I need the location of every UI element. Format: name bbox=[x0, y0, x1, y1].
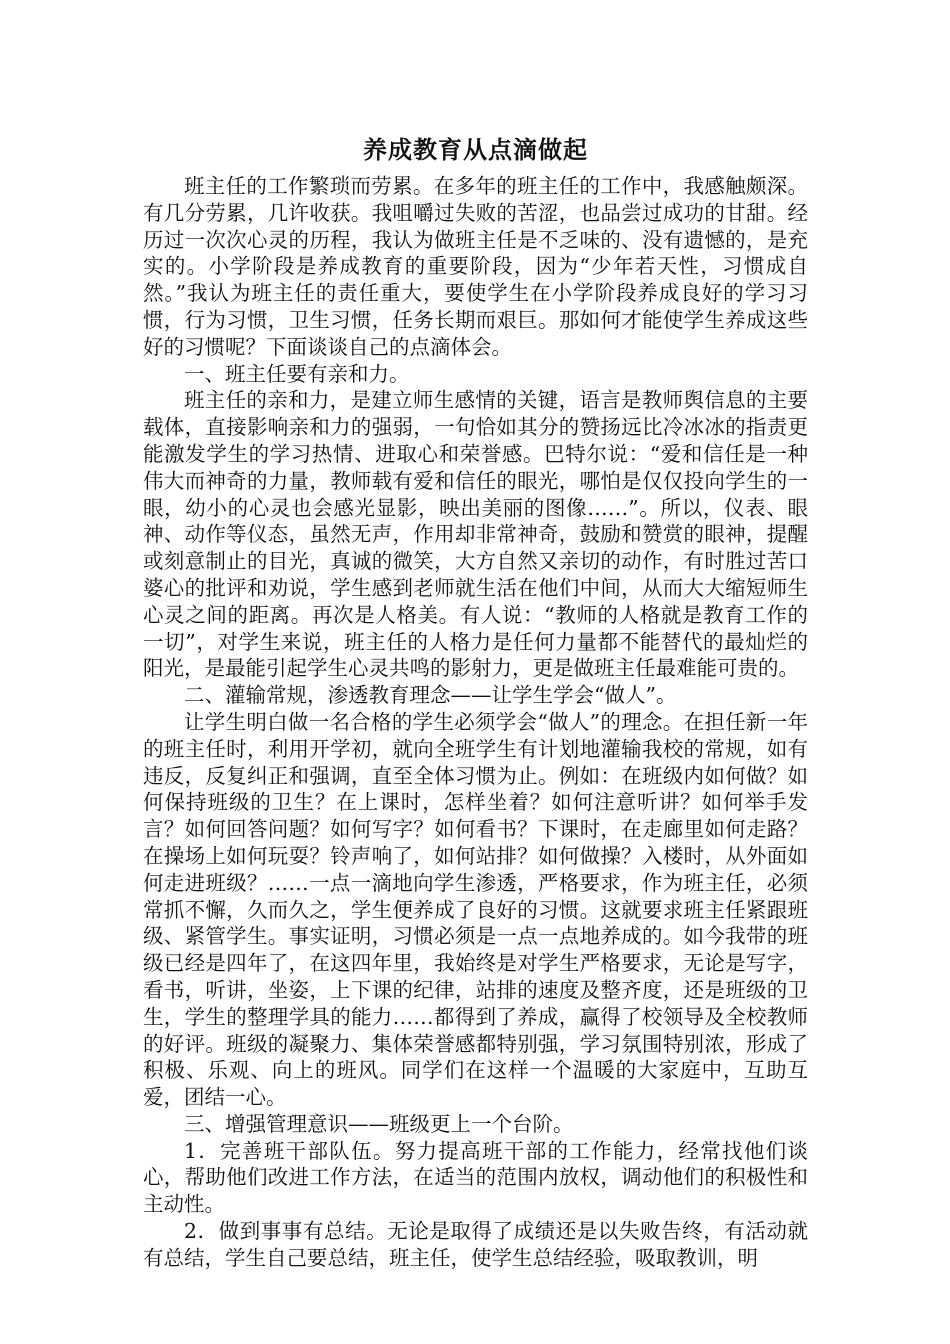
heading-section-1: 一、班主任要有亲和力。 bbox=[184, 361, 410, 386]
paragraph-intro: 班主任的工作繁琐而劳累。在多年的班主任的工作中，我感触颇深。有几分劳累，几许收获。我咀嚼过失败的苦涩，也品尝过成功的甘甜。经历过一次次心灵的历程，我认为做班主任是不乏味的、没有遗憾的，是充实的。小学阶段是养成教育的重要阶段，因为“少年若天性，习惯成自然。”我认为班主任的责任重大，要使学生在小学阶段养成良好的学习习惯，行为习惯，卫生习惯，任务长期而艰巨。那如何才能使学生养成这些好的习惯呢？下面谈谈自己的点滴体会。 bbox=[143, 174, 808, 359]
heading-section-3: 三、增强管理意识——班级更上一个台阶。 bbox=[184, 1111, 574, 1136]
document-page bbox=[143, 133, 808, 1272]
paragraph-item-1: 1．完善班干部队伍。努力提高班干部的工作能力，经常找他们谈心，帮助他们改进工作方法，在适当的范围内放权，调动他们的积极性和主动性。 bbox=[143, 1138, 808, 1217]
paragraph-section-2: 让学生明白做一名合格的学生必须学会“做人”的理念。在担任新一年的班主任时，利用开学初，就向全班学生有计划地灌输我校的常规，如有违反，反复纠正和强调，直至全体习惯为止。例如：在班级内如何做？如何保持班级的卫生？在上课时，怎样坐着？如何注意听讲？如何举手发言？如何回答问题？如何写字？如何看书？下课时，在走廊里如何走路？在操场上如何玩耍？铃声响了，如何站排？如何做操？入楼时，从外面如何走进班级？……一点一滴地向学生渗透，严格要求，作为班主任，必须常抓不懈，久而久之，学生便养成了良好的习惯。这就要求班主任紧跟班级、紧管学生。事实证明，习惯必须是一点一点地养成的。如今我带的班级已经是四年了，在这四年里，我始终是对学生严格要求，无论是写字，看书，听讲，坐姿，上下课的纪律，站排的速度及整齐度，还是班级的卫生，学生的整理学具的能力……都得到了养成，赢得了校领导及全校教师的好评。班级的凝聚力、集体荣誉感都特别强，学习氛围特别浓，形成了积极、乐观、向上的班风。同学们在这样一个温暖的大家庭中，互助互爱，团结一心。 bbox=[143, 709, 808, 1110]
paragraph-item-2: 2．做到事事有总结。无论是取得了成绩还是以失败告终，有活动就有总结，学生自己要总结，班主任，使学生总结经验，吸取教训，明 bbox=[143, 1219, 808, 1270]
paragraph-section-1: 班主任的亲和力，是建立师生感情的关键，语言是教师舆信息的主要载体，直接影响亲和力的强弱，一句恰如其分的赞扬远比冷冰冰的指责更能激发学生的学习热情、进取心和荣誉感。巴特尔说：“爱和信任是一种伟大而神奇的力量，教师载有爱和信任的眼光，哪怕是仅仅投向学生的一眼，幼小的心灵也会感光显影，映出美丽的图像……”。所以，仪表、眼神、动作等仪态，虽然无声，作用却非常神奇，鼓励和赞赏的眼神，提醒或刻意制止的目光，真诚的微笑，大方自然又亲切的动作，有时胜过苦口婆心的批评和劝说，学生感到老师就生活在他们中间，从而大大缩短师生心灵之间的距离。再次是人格美。有人说：“教师的人格就是教育工作的一切”，对学生来说，班主任的人格力是任何力量都不能替代的最灿烂的阳光，是最能引起学生心灵共鸣的影射力，更是做班主任最难能可贵的。 bbox=[143, 388, 808, 681]
document-title: 养成教育从点滴做起 bbox=[363, 135, 588, 164]
heading-section-2: 二、灌输常规，渗透教育理念——让学生学会“做人”。 bbox=[184, 683, 677, 708]
